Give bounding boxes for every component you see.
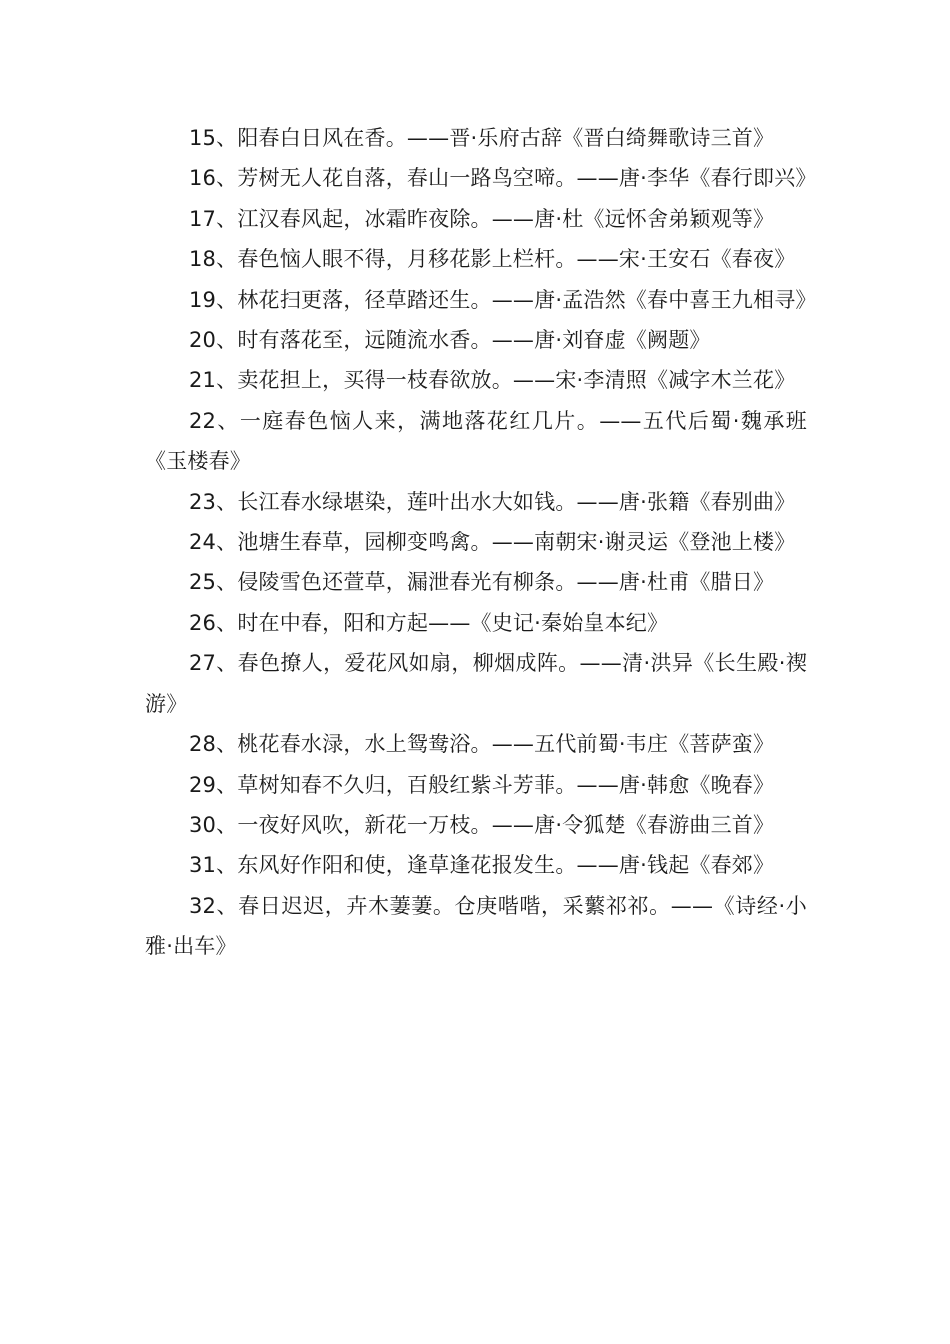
poem-line-23: 23、长江春水绿堪染，莲叶出水大如钱。——唐·张籍《春别曲》 xyxy=(189,489,796,514)
poem-line-21: 21、卖花担上，买得一枝春欲放。——宋·李清照《减字木兰花》 xyxy=(189,368,796,393)
poem-line-28: 28、桃花春水渌，水上鸳鸯浴。——五代前蜀·韦庄《菩萨蛮》 xyxy=(189,732,775,757)
poem-line-16: 16、芳树无人花自落，春山一路鸟空啼。——唐·李华《春行即兴》 xyxy=(189,166,817,191)
poem-line-26: 26、时在中春，阳和方起——《史记·秦始皇本纪》 xyxy=(189,610,669,635)
poem-line-17: 17、江汉春风起，冰霜昨夜除。——唐·杜《远怀舍弟颖观等》 xyxy=(189,206,775,231)
poem-line-24: 24、池塘生春草，园柳变鸣禽。——南朝宋·谢灵运《登池上楼》 xyxy=(189,530,796,555)
poem-line-15: 15、阳春白日风在香。——晋·乐府古辞《晋白绮舞歌诗三首》 xyxy=(189,126,775,150)
poem-line-30: 30、一夜好风吹，新花一万枝。——唐·令狐楚《春游曲三首》 xyxy=(189,812,775,837)
poem-line-19: 19、林花扫更落，径草踏还生。——唐·孟浩然《春中喜王九相寻》 xyxy=(189,287,817,312)
poem-line-20: 20、时有落花至，远随流水香。——唐·刘眘虚《阙题》 xyxy=(189,328,711,353)
poem-line-22: 22、一庭春色恼人来，满地落花红几片。——五代后蜀·魏承班《玉楼春》 xyxy=(145,408,807,474)
poem-line-27: 27、春色撩人，爱花风如扇，柳烟成阵。——清·洪异《长生殿·禊游》 xyxy=(145,651,807,716)
document-body xyxy=(145,118,817,967)
poem-line-18: 18、春色恼人眼不得，月移花影上栏杆。——宋·王安石《春夜》 xyxy=(189,247,796,272)
poem-line-31: 31、东风好作阳和使，逢草逢花报发生。——唐·钱起《春郊》 xyxy=(189,853,775,878)
poem-line-32: 32、春日迟迟，卉木萋萋。仓庚喈喈，采蘩祁祁。——《诗经·小雅·出车》 xyxy=(145,893,807,959)
poem-line-29: 29、草树知春不久归，百般红紫斗芳菲。——唐·韩愈《晚春》 xyxy=(189,772,775,797)
poem-line-25: 25、侵陵雪色还萱草，漏泄春光有柳条。——唐·杜甫《腊日》 xyxy=(189,570,775,595)
